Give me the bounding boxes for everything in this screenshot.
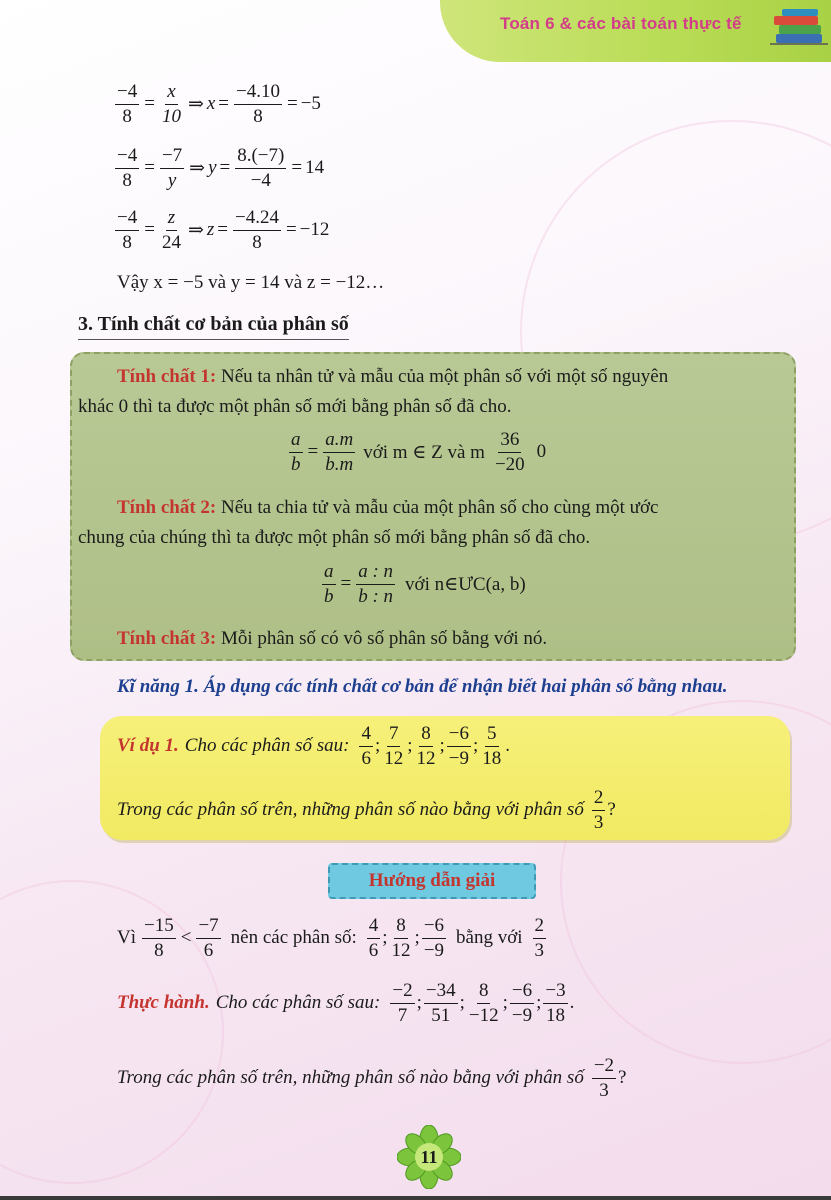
property-1-label: Tính chất 1: <box>117 366 217 387</box>
example-line-1: Ví dụ 1. Cho các phân số sau: $\frac{4}{6}$ ; $\frac{7}{12}$ ; $\frac{8}{12}$ ; $\frac{-6}{-9}$ ; $\frac{5}{18}$ . <box>117 723 511 769</box>
fraction: $\frac{a : n}{b : n}$ <box>358 561 394 607</box>
equation-y: $\frac{-4}{8}$ = $\frac{-7}{y}$ ⇒ y = $\frac{8.(-7)}{-4}$ = 14 <box>117 145 325 191</box>
practice-question: Trong các phân số trên, những phân số nào bằng với phân số $\frac{-2}{3}$ ? <box>117 1055 627 1101</box>
fraction: $\frac{a}{b}$ <box>324 561 334 607</box>
property-2-label: Tính chất 2: <box>117 497 217 518</box>
equation-conclusion: Vậy x = −5 và y = 14 và z = −12… <box>117 272 385 293</box>
example-label: Ví dụ 1. <box>117 735 179 757</box>
fraction: $\frac{-6}{-9}$ <box>448 723 469 769</box>
skill-title: Kĩ năng 1. Áp dụng các tính chất cơ bản để nhận biết hai phân số bằng nhau. <box>117 676 728 697</box>
fraction: $\frac{7}{12}$ <box>384 723 404 769</box>
fraction: $\frac{8.(-7)}{-4}$ <box>237 145 285 191</box>
equation-x: $\frac{-4}{8}$ = $\frac{x}{10}$ ⇒ x = $\frac{-4.10}{8}$ = −5 <box>117 81 321 127</box>
solution-guide-button[interactable]: Hướng dẫn giải <box>328 863 536 899</box>
fraction: $\frac{-6}{-9}$ <box>423 915 445 961</box>
fraction: $\frac{8}{12}$ <box>416 723 436 769</box>
fraction: $\frac{8}{12}$ <box>391 915 411 961</box>
fraction: $\frac{-4}{8}$ <box>117 145 138 191</box>
fraction: $\frac{-7}{y}$ <box>161 145 183 191</box>
fraction: $\frac{-2}{3}$ <box>593 1055 615 1101</box>
page-number: 11 <box>420 1146 438 1167</box>
property-2-formula: $\frac{a}{b}$ = $\frac{a : n}{b : n}$ với n∈ƯC(a, b) <box>324 561 526 607</box>
fraction: $\frac{4}{6}$ <box>368 915 379 961</box>
practice-line-1: Thực hành. Cho các phân số sau: $\frac{-2}{7}$ ; $\frac{-34}{51}$ ; $\frac{8}{-12}$ ; $\frac{-6}{-9}$ ; $\frac{-3}{18}$ . <box>117 980 575 1026</box>
property-2-line-2: chung của chúng thì ta được một phân số mới bằng phân số đã cho. <box>78 527 591 548</box>
fraction: $\frac{4}{6}$ <box>361 723 371 769</box>
fraction: $\frac{-15}{8}$ <box>144 915 174 961</box>
fraction: $\frac{-4.10}{8}$ <box>236 81 280 127</box>
fraction: $\frac{2}{3}$ <box>593 787 604 833</box>
fraction: $\frac{8}{-12}$ <box>468 980 499 1026</box>
fraction: $\frac{2}{3}$ <box>534 915 545 961</box>
fraction: $\frac{-3}{18}$ <box>545 980 566 1026</box>
fraction: $\frac{x}{10}$ <box>161 81 181 127</box>
property-3-label: Tính chất 3: <box>117 628 217 649</box>
fraction: $\frac{-2}{7}$ <box>392 980 413 1026</box>
fraction: $\frac{a.m}{b.m}$ <box>325 429 354 475</box>
property-2-line-1: Tính chất 2: Nếu ta chia tử và mẫu của một phân số cho cùng một ước <box>117 497 659 518</box>
header-title: Toán 6 & các bài toán thực tế <box>500 14 742 33</box>
fraction: $\frac{-4}{8}$ <box>117 81 138 127</box>
fraction: $\frac{-4.24}{8}$ <box>234 207 279 253</box>
section-title: 3. Tính chất cơ bản của phân số <box>78 313 349 335</box>
practice-label: Thực hành. <box>117 992 210 1014</box>
fraction: $\frac{a}{b}$ <box>291 429 301 475</box>
property-1-line-1: Tính chất 1: Nếu ta nhân tử và mẫu của một phân số với một số nguyên <box>117 366 669 387</box>
fraction: $\frac{-34}{51}$ <box>425 980 456 1026</box>
fraction: $\frac{-6}{-9}$ <box>511 980 533 1026</box>
bottom-bar <box>0 1196 831 1200</box>
equation-z: $\frac{-4}{8}$ = $\frac{z}{24}$ ⇒ z = $\frac{-4.24}{8}$ = −12 <box>117 207 330 253</box>
page-number-badge <box>397 1125 461 1189</box>
fraction: $\frac{-4}{8}$ <box>117 207 138 253</box>
solution-line: Vì $\frac{-15}{8}$ < $\frac{-7}{6}$ nên các phân số: $\frac{4}{6}$ ; $\frac{8}{12}$ ; $\frac{-6}{-9}$ bằng với $\frac{2}{3}$ <box>117 915 545 961</box>
property-3-line: Tính chất 3: Mỗi phân số có vô số phân số bằng với nó. <box>117 628 548 649</box>
fraction: $\frac{z}{24}$ <box>161 207 181 253</box>
property-1-formula: $\frac{a}{b}$ = $\frac{a.m}{b.m}$ với m ∈ Z và m $\frac{36}{-20}$ 0 <box>291 429 547 475</box>
books-icon <box>770 8 828 55</box>
fraction: $\frac{-7}{6}$ <box>198 915 219 961</box>
fraction: $\frac{36}{-20}$ <box>494 429 525 475</box>
property-1-line-2: khác 0 thì ta được một phân số mới bằng phân số đã cho. <box>78 396 512 417</box>
fraction: $\frac{5}{18}$ <box>482 723 502 769</box>
example-question: Trong các phân số trên, những phân số nào bằng với phân số $\frac{2}{3}$ ? <box>117 787 616 833</box>
